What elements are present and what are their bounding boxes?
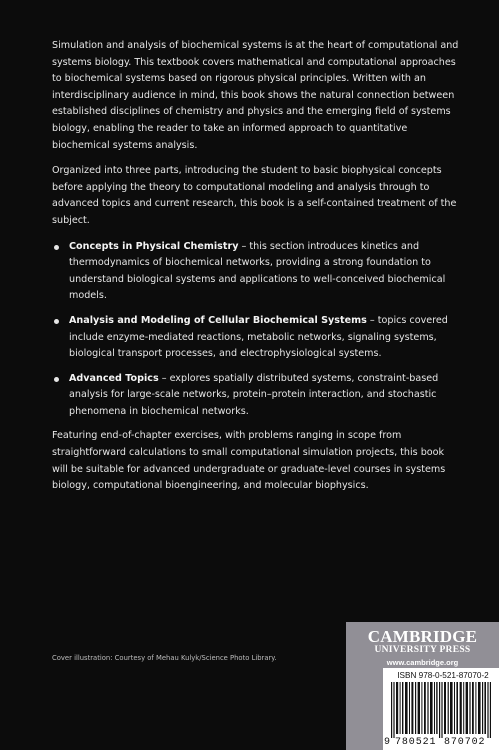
- bullet-icon: [54, 377, 59, 382]
- list-item: [52, 371, 460, 421]
- organization-paragraph: Organized into three parts, introducing the student to basic biophysical concepts before applying the theory to computational modeling and analysis through to advanced topics and current research, this book is a self-contained treatment of the subject.: [52, 165, 457, 226]
- intro-paragraph: Simulation and analysis of biochemical systems is at the heart of computational and systems biology. This textbook covers mathematical and computational approaches to biochemical systems based on rigorous physical principles. Written with an interdisciplinary audience in mind, this book shows the natural connection between established disciplines of chemistry and physics and the emerging field of systems biology, enabling the reader to take an informed approach to quantitative biochemical systems analysis.: [52, 40, 459, 151]
- publisher-website: www.cambridge.org: [386, 658, 459, 667]
- barcode-digits-group2: 870702: [444, 737, 486, 748]
- part-title: Advanced Topics: [69, 372, 159, 384]
- barcode-digit-lead: 9: [384, 737, 391, 748]
- publisher-logo-line2: UNIVERSITY PRESS: [374, 645, 471, 655]
- bullet-icon: [54, 245, 59, 250]
- isbn-label: ISBN 978-0-521-87070-2: [397, 671, 489, 680]
- list-item: [52, 239, 460, 305]
- isbn-barcode-panel: [383, 668, 499, 750]
- part-description: – topics covered include enzyme-mediated reactions, metabolic networks, signaling systems, biological transport processes, and electrophysiological systems.: [69, 314, 448, 360]
- barcode-digits-group1: 780521: [395, 737, 437, 748]
- features-paragraph: Featuring end-of-chapter exercises, with problems ranging in scope from straightforward calculations to small computational simulation projects, this book will be suitable for advanced undergraduate or graduate-level courses in systems biology, computational bioengineering, and molecular biophysics.: [52, 430, 446, 492]
- part-title: Analysis and Modeling of Cellular Biochemical Systems: [69, 314, 367, 326]
- bullet-icon: [54, 319, 59, 324]
- part-title: Concepts in Physical Chemistry: [69, 240, 239, 252]
- part-description: – this section introduces kinetics and thermodynamics of biochemical networks, providing a strong foundation to understand biological systems and applications to well-conceived biochemical models.: [69, 240, 446, 302]
- part-description: – explores spatially distributed systems, constraint-based analysis for large-scale networks, protein–protein interaction, and stochastic phenomena in biochemical networks.: [69, 372, 439, 417]
- back-cover-blurb: [52, 38, 460, 504]
- barcode-icon: [389, 682, 493, 738]
- publisher-logo-line1: CAMBRIDGE: [367, 627, 478, 646]
- list-item: [52, 313, 460, 363]
- cover-illustration-credit: Cover illustration: Courtesy of Mehau Kulyk/Science Photo Library.: [52, 654, 277, 662]
- parts-list: [52, 239, 460, 421]
